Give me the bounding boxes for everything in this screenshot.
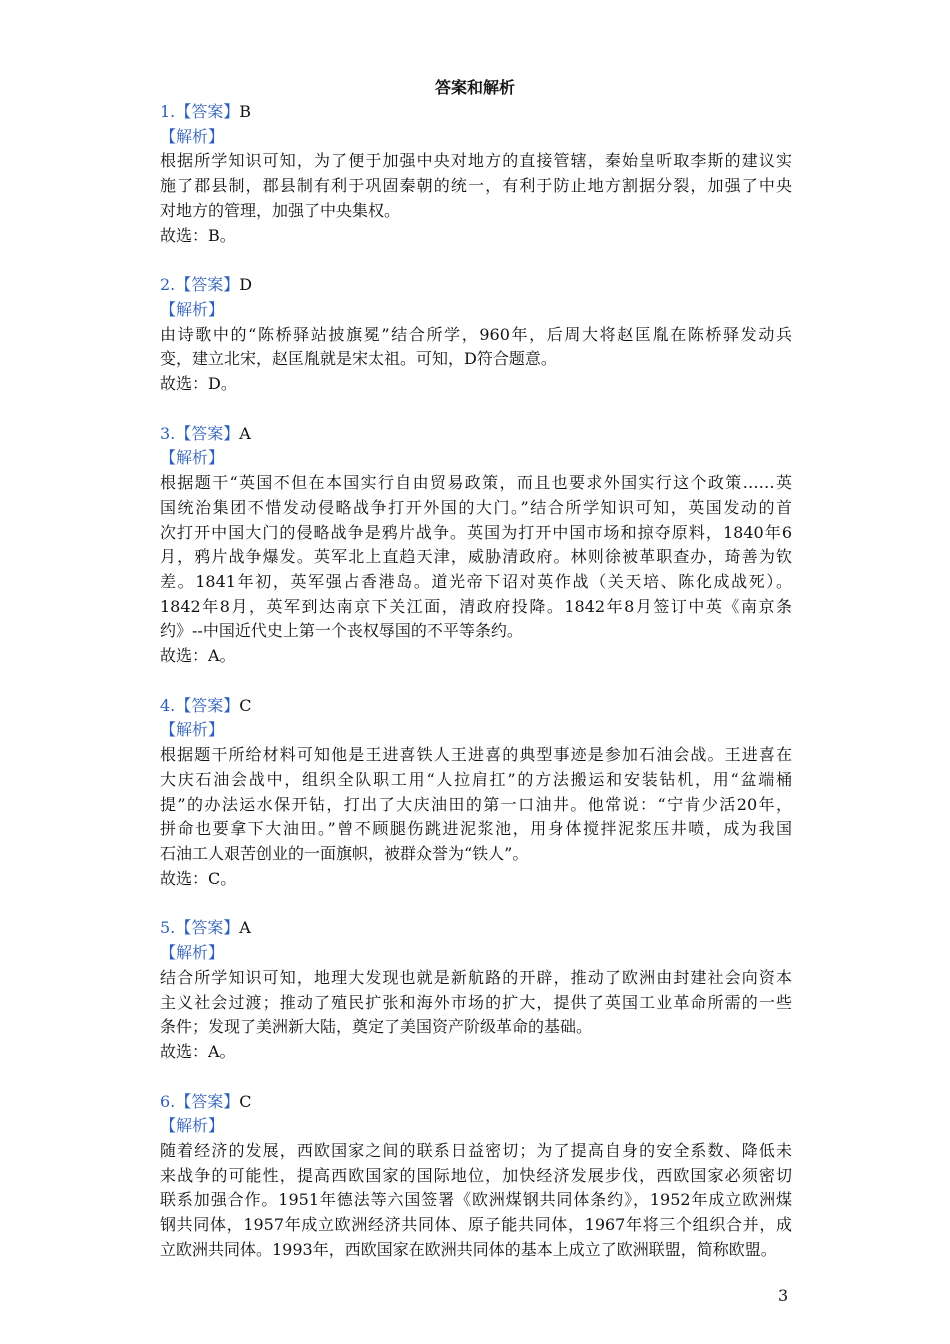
answer-label: 【答案】 [175,918,240,938]
answer-item [160,1090,792,1263]
analysis-text-line: 主义社会过渡；推动了殖民扩张和海外市场的扩大，提供了英国工业革命所需的一些 [160,992,792,1012]
question-number: 3. [160,423,176,443]
answer-label: 【答案】 [175,423,240,443]
analysis-text-line: 条件；发现了美洲新大陆，奠定了美国资产阶级革命的基础。 [160,1017,593,1037]
answer-item [160,694,792,892]
answer-item [160,916,792,1064]
analysis-text-line: 约》--中国近代史上第一个丧权辱国的不平等条约。 [160,621,523,641]
question-number: 1. [160,102,176,121]
answer-value: C [239,695,252,715]
answer-label: 【答案】 [175,695,240,715]
analysis-text-line: 拼命也要拿下大油田。”曾不顾腿伤跳进泥浆池，用身体搅拌泥浆压井喷，成为我国 [160,819,792,839]
answer-line [160,916,792,941]
answer-label: 【答案】 [175,102,240,121]
question-number: 6. [160,1091,176,1111]
analysis-text-line: 来战争的可能性，提高西欧国家的国际地位，加快经济发展步伐，西欧国家必须密切 [160,1165,792,1185]
answer-item [160,273,792,397]
analysis-text-line: 大庆石油会战中，组织全队职工用“人拉肩扛”的方法搬运和安装钻机，用“盆端桶 [160,769,792,789]
analysis-text-line: 根据题干“英国不但在本国实行自由贸易政策，而且也要求外国实行这个政策……英 [160,473,792,493]
analysis-label: 【解析】 [160,720,225,740]
analysis-text-line: 立欧洲共同体。1993年，西欧国家在欧洲共同体的基本上成立了欧洲联盟，简称欧盟。 [160,1239,777,1259]
analysis-label: 【解析】 [160,943,225,963]
analysis-text-line: 差。1841年初，英军强占香港岛。道光帝下诏对英作战（关天培、陈化成战死）。 [160,571,792,591]
page-title: 答案和解析 [434,78,515,97]
analysis-text-line: 对地方的管理，加强了中央集权。 [160,200,401,220]
analysis-text-line: 变，建立北宋，赵匡胤就是宋太祖。可知，D符合题意。 [160,349,557,369]
analysis-text-line: 随着经济的发展，西欧国家之间的联系日益密切；为了提高自身的安全系数、降低未 [160,1141,792,1161]
conclusion: 故选：A。 [160,646,236,666]
analysis-text-line: 石油工人艰苦创业的一面旗帜，被群众誉为“铁人”。 [160,843,529,863]
answer-line [160,694,792,719]
analysis-text-line: 1842年8月，英军到达南京下关江面，清政府投降。1842年8月签订中英《南京条 [160,596,792,616]
analysis-text-line: 次打开中国大门的侵略战争是鸦片战争。英国为打开中国市场和掠夺原料，1840年6 [160,522,792,542]
conclusion: 故选：C。 [160,868,237,888]
answer-label: 【答案】 [175,275,240,295]
analysis-text-line: 根据题干所给材料可知他是王进喜铁人王进喜的典型事迹是参加石油会战。王进喜在 [160,745,792,765]
analysis-label: 【解析】 [160,1116,225,1136]
answer-value: B [239,102,252,121]
analysis-text-line: 联系加强合作。1951年德法等六国签署《欧洲煤钢共同体条约》，1952年成立欧洲煤 [160,1190,792,1210]
answer-list [160,100,792,1288]
answer-line [160,100,792,125]
answer-value: D [239,275,253,295]
page-number: 3 [778,1286,789,1305]
analysis-label: 【解析】 [160,126,225,146]
question-number: 4. [160,695,176,715]
question-number: 2. [160,275,176,295]
analysis-text-line: 根据所学知识可知，为了便于加强中央对地方的直接管辖，秦始皇听取李斯的建议实 [160,151,792,171]
answer-line [160,422,792,447]
analysis-text-line: 结合所学知识可知，地理大发现也就是新航路的开辟，推动了欧洲由封建社会向资本 [160,967,792,987]
answer-value: C [239,1091,252,1111]
analysis-label: 【解析】 [160,448,225,468]
answer-line [160,1090,792,1115]
answer-label: 【答案】 [175,1091,240,1111]
question-number: 5. [160,918,176,938]
conclusion: 故选：A。 [160,1041,236,1061]
conclusion: 故选：B。 [160,225,236,245]
answer-item [160,100,792,248]
answer-item [160,422,792,669]
analysis-text-line: 提”的办法运水保开钻，打出了大庆油田的第一口油井。他常说：“宁肯少活20年， [160,794,792,814]
conclusion: 故选：D。 [160,374,237,394]
answer-line [160,273,792,298]
analysis-label: 【解析】 [160,299,225,319]
answer-value: A [239,423,251,443]
analysis-text-line: 月，鸦片战争爆发。英军北上直趋天津，威胁清政府。林则徐被革职查办，琦善为钦 [160,547,792,567]
answer-value: A [239,918,251,938]
analysis-text-line: 国统治集团不惜发动侵略战争打开外国的大门。”结合所学知识可知，英国发动的首 [160,497,792,517]
analysis-text-line: 施了郡县制，郡县制有利于巩固秦朝的统一，有利于防止地方割据分裂，加强了中央 [160,176,792,196]
analysis-text-line: 由诗歌中的“陈桥驿站披旗冕”结合所学，960年，后周大将赵匡胤在陈桥驿发动兵 [160,324,792,344]
analysis-text-line: 钢共同体，1957年成立欧洲经济共同体、原子能共同体，1967年将三个组织合并，成 [160,1215,792,1235]
